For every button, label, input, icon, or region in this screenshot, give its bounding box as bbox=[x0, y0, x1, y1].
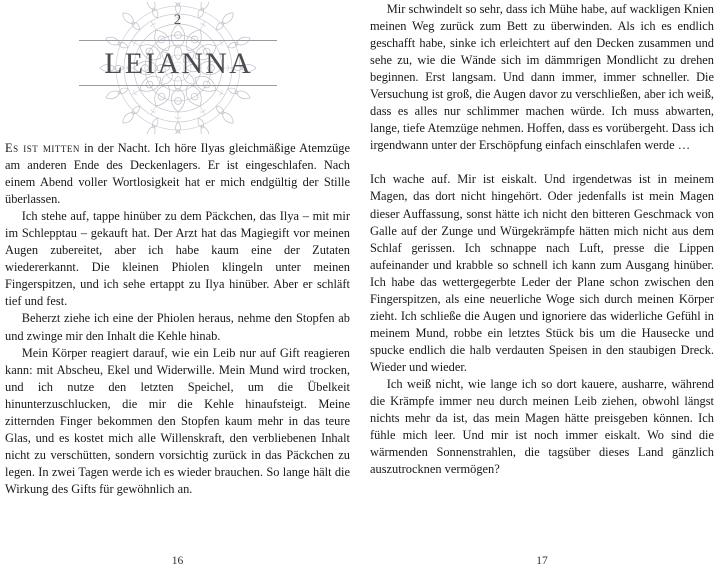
chapter-rule-bottom bbox=[79, 85, 277, 86]
chapter-rule-top bbox=[79, 40, 277, 41]
left-page-body bbox=[5, 140, 350, 498]
page-number-right: 17 bbox=[536, 555, 548, 567]
opening-rest: in der Nacht. Ich höre Ilyas gleichmäßige Atemzüge am anderen Ende des Deckenlagers. Er ist eingeschlafen. Nach einem Abend voller Wortlosigkeit hat er mich endgültig der Stille überlassen. bbox=[5, 141, 350, 207]
opening-smallcaps: Es ist mitten bbox=[5, 141, 80, 155]
right-page bbox=[360, 0, 720, 578]
right-page-body bbox=[370, 0, 714, 478]
page-number-left: 16 bbox=[171, 555, 184, 567]
paragraph-opening bbox=[5, 140, 350, 208]
paragraph: Mein Körper reagiert darauf, wie ein Leib nur auf Gift reagieren kann: mit Abscheu, Ekel und Widerwille. Mein Mund wird trocken, und ich nutze den letzten Speichel, um die Übelkeit hinunterzuschlucken, die mir die Kehle hinaufsteigt. Meine zitternden Finger bekommen den Stopfen kaum mehr in das teure Glas, und es kostet mich alle Willenskraft, den verbliebenen Inhalt nicht zu verschütten, sondern vorsichtig zurück in das Päckchen zu legen. In zwei Tagen werde ich es wieder brauchen. So lange hält die Wirkung des Gifts für gewöhnlich an. bbox=[5, 345, 350, 496]
paragraph: Ich stehe auf, tappe hinüber zu dem Päckchen, das Ilya – mit mir im Schlepptau – gekauft hat. Der Arzt hat das Magiegift vor meinen Augen zubereitet, aber ich habe kaum eine der Zutaten wiedererkannt. Die kleinen Phiolen klingeln unter meinen Fingerspitzen, und ich sehe ertappt zu Ilya hinüber. Aber er schläft tief und fest. bbox=[5, 209, 350, 309]
paragraph: Mir schwindelt so sehr, dass ich Mühe habe, auf wackligen Knien meinen Weg zurück zum Bett zu überwinden. Als ich es endlich geschafft habe, sinke ich erleichtert auf den Decken zusammen und sehe zu, wie die Wände sich im dämmrigen Mondlicht zu drehen beginnen. Erst langsam. Und dann immer, immer schneller. Die Versuchung ist groß, die Augen davor zu verschließen, aber ich weiß, dass es alles nur schlimmer machen würde. Ich muss abwarten, lange, tiefe Atemzüge nehmen. Hoffen, dass es vorübergeht. Dass ich irgendwann unter der Erschöpfung einfach einschlafen werde … bbox=[370, 2, 714, 153]
paragraph: Ich wache auf. Mir ist eiskalt. Und irgendetwas ist in meinem Magen, das dort nicht hingehört. Oder jedenfalls ist mein Magen dieser Auffassung, sonst hätte ich nicht den bitteren Geschmack von Galle auf der Zunge und Würgekrämpfe hätten mich nicht aus dem Schlaf gerissen. Ich schnappe nach Luft, presse die Lippen aufeinander und krabble so schnell ich kann zum Ausgang hinüber. Ich habe das wettergegerbte Leder der Plane schon zwischen den Fingerspitzen, als eine neuerliche Woge sich durch meinen Körper zieht. Ich schließe die Augen und ignoriere das widerliche Gefühl in meinem Mund, robbe ein letztes Stück bis um die Hausecke und spucke endlich die halb verdauten Speisen in den staubigen Dreck. Wieder und wieder. bbox=[370, 172, 714, 374]
chapter-title: LEIANNA bbox=[104, 47, 253, 80]
chapter-heading bbox=[5, 0, 350, 140]
chapter-number: 2 bbox=[173, 12, 182, 28]
paragraph: Beherzt ziehe ich eine der Phiolen heraus, nehme den Stopfen ab und zwinge mir den Inhalt die Kehle hinab. bbox=[5, 311, 350, 343]
paragraph: Ich weiß nicht, wie lange ich so dort kauere, ausharre, während die Krämpfe immer neu durch meinen Leib ziehen, obwohl längst nichts mehr da ist, das mein Magen hätte preisgeben können. Ich fühle mich leer. Und mir ist noch immer eiskalt. Wo sind die wärmenden Sonnenstrahlen, die tagsüber dieses Land gänzlich auszutrocknen vermögen? bbox=[370, 376, 714, 477]
